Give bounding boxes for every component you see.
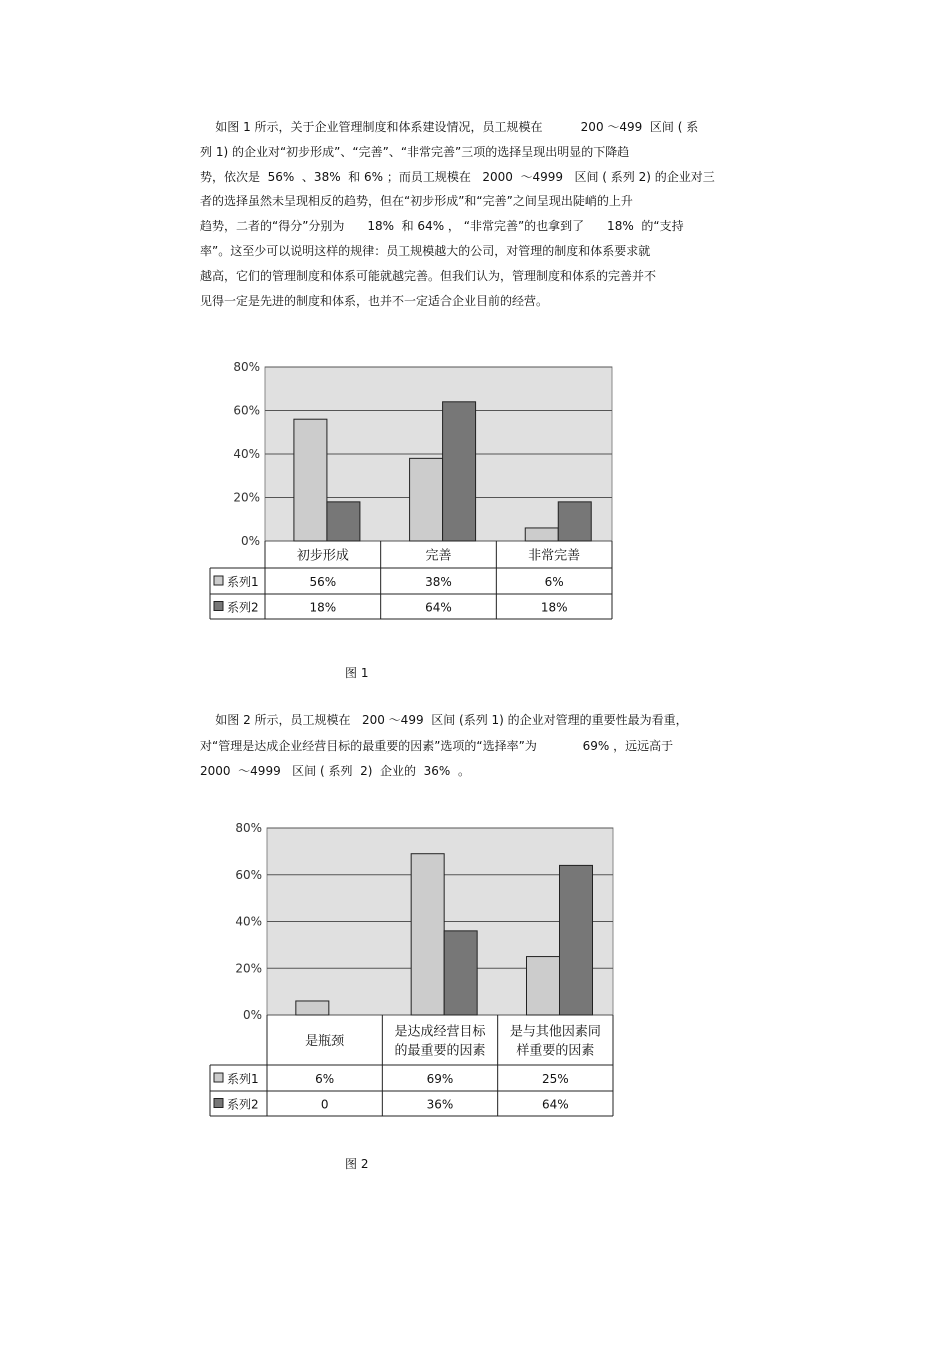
text-line: 率”。这至少可以说明这样的规律：员工规模越大的公司，对管理的制度和体系要求就 bbox=[200, 244, 651, 258]
data-label: 38% bbox=[425, 575, 452, 589]
bar-series2 bbox=[444, 931, 477, 1015]
series-name: 系列2 bbox=[227, 600, 259, 615]
category-label: 是与其他因素同 bbox=[509, 1024, 601, 1040]
bar-series1 bbox=[527, 957, 560, 1015]
y-tick-label: 20% bbox=[233, 490, 260, 505]
bar-series2 bbox=[327, 502, 360, 541]
data-label: 64% bbox=[541, 1097, 569, 1112]
category-label: 是瓶颈 bbox=[305, 1034, 345, 1049]
y-tick-label: 0% bbox=[242, 1008, 262, 1022]
paragraph-2 bbox=[200, 711, 748, 791]
text-line: 见得一定是先进的制度和体系，也并不一定适合企业目前的经营。 bbox=[200, 293, 549, 308]
series-name: 系列2 bbox=[227, 1097, 259, 1112]
series-name: 系列1 bbox=[227, 575, 259, 589]
paragraph-1 bbox=[200, 118, 748, 318]
text-line: 如图 1 所示，关于企业管理制度和体系建设情况，员工规模在 200 ～499 区间 ( 系 bbox=[200, 120, 699, 134]
text-line: 列 1) 的企业对“初步形成”、“完善”、“非常完善”三项的选择呈现出明显的下降趋 bbox=[200, 144, 630, 159]
text-line: 如图 2 所示，员工规模在 200 ～499 区间 (系列 1) 的企业对管理的重要性最为看重， bbox=[200, 713, 688, 727]
bar-series1 bbox=[294, 419, 327, 541]
figure-1-chart bbox=[200, 358, 620, 628]
data-label: 18% bbox=[540, 600, 568, 615]
bar-series1 bbox=[410, 458, 443, 541]
figure-2-chart bbox=[200, 820, 620, 1125]
figure-2-caption: 图 2 bbox=[345, 1157, 369, 1171]
data-label: 6% bbox=[315, 1072, 335, 1086]
figure-1-caption: 图 1 bbox=[345, 666, 369, 680]
data-label: 0 bbox=[320, 1097, 329, 1112]
legend-swatch-series2 bbox=[214, 1099, 223, 1108]
y-tick-label: 60% bbox=[235, 867, 262, 882]
y-tick-label: 80% bbox=[235, 821, 262, 835]
legend-swatch-series2 bbox=[214, 602, 223, 611]
data-label: 69% bbox=[426, 1072, 454, 1086]
data-label: 56% bbox=[309, 575, 337, 589]
category-label: 完善 bbox=[425, 548, 452, 564]
y-tick-label: 0% bbox=[240, 534, 260, 548]
y-tick-label: 40% bbox=[235, 914, 262, 929]
series-name: 系列1 bbox=[227, 1072, 259, 1086]
category-label: 是达成经营目标 bbox=[394, 1024, 486, 1040]
category-label: 非常完善 bbox=[528, 548, 581, 564]
data-label: 6% bbox=[544, 575, 564, 589]
text-line: 对“管理是达成企业经营目标的最重要的因素”选项的“选择率”为 69% ，远远高于 bbox=[200, 738, 674, 753]
text-line: 势，依次是 56% 、38% 和 6% ；而员工规模在 2000 ～4999 区间 ( 系列 2) 的企业对三 bbox=[200, 169, 715, 184]
bar-series2 bbox=[560, 865, 593, 1015]
text-line: 者的选择虽然未呈现相反的趋势，但在“初步形成”和“完善”之间呈现出陡峭的上升 bbox=[200, 194, 633, 209]
text-line: 越高，它们的管理制度和体系可能就越完善。但我们认为，管理制度和体系的完善并不 bbox=[200, 268, 657, 283]
legend-swatch-series1 bbox=[214, 576, 223, 585]
category-label: 样重要的因素 bbox=[516, 1043, 595, 1059]
text-line: 趋势，二者的“得分”分别为 18% 和 64% ， “非常完善”的也拿到了 18% 的“支持 bbox=[200, 219, 684, 234]
category-label: 的最重要的因素 bbox=[394, 1043, 486, 1059]
y-tick-label: 40% bbox=[233, 447, 260, 461]
bar-series1 bbox=[411, 854, 444, 1015]
bar-series2 bbox=[558, 502, 591, 541]
y-tick-label: 80% bbox=[233, 360, 260, 374]
y-tick-label: 60% bbox=[233, 403, 260, 418]
bar-series1 bbox=[296, 1001, 329, 1015]
bar-series2 bbox=[443, 402, 476, 541]
data-label: 18% bbox=[309, 600, 337, 615]
category-label: 初步形成 bbox=[296, 548, 349, 564]
bar-series1 bbox=[525, 528, 558, 541]
legend-swatch-series1 bbox=[214, 1073, 223, 1082]
data-label: 25% bbox=[541, 1072, 569, 1086]
data-label: 64% bbox=[425, 600, 452, 615]
data-label: 36% bbox=[426, 1097, 454, 1112]
text-line: 2000 ～4999 区间 ( 系列 2) 企业的 36% 。 bbox=[200, 764, 470, 778]
y-tick-label: 20% bbox=[235, 961, 262, 976]
